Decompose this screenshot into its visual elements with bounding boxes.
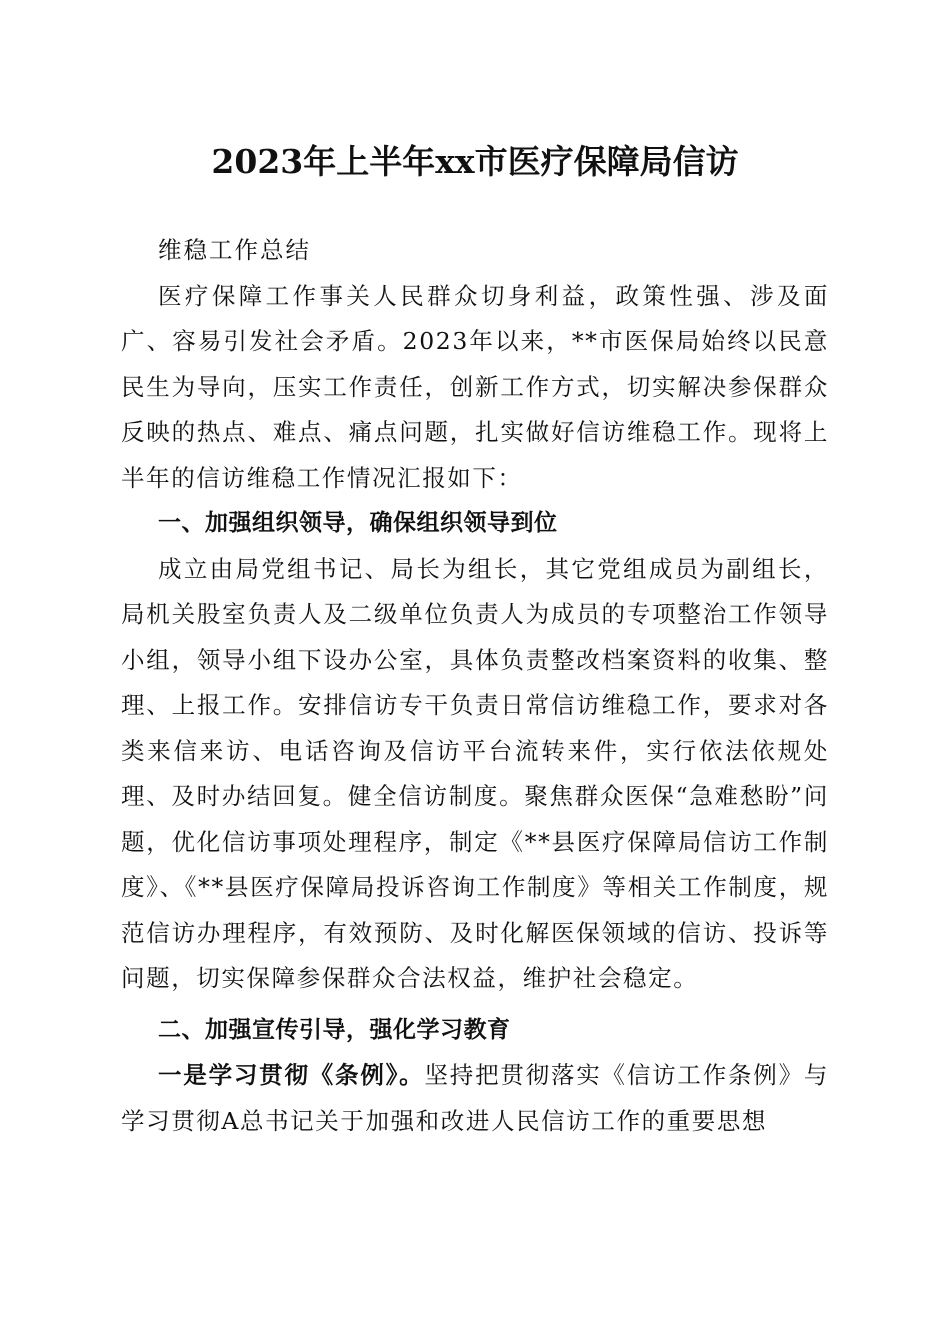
section-1-paragraph: 成立由局党组书记、局长为组长，其它党组成员为副组长，局机关股室负责人及二级单位负责人为成员的专项整治工作领导小组，领导小组下设办公室，具体负责整改档案资料的收集、整理、上报工作。安排信访专干负责日常信访维稳工作，要求对各类来信来访、电话咨询及信访平台流转来件，实行依法依规处理、及时办结回复。健全信访制度。聚焦群众医保“急难愁盼”问题，优化信访事项处理程序，制定《**县医疗保障局信访工作制度》、《**县医疗保障局投诉咨询工作制度》等相关工作制度，规范信访办理程序，有效预防、及时化解医保领域的信访、投诉等问题，切实保障参保群众合法权益，维护社会稳定。 (121, 554, 829, 992)
section-2-heading: 二、加强宣传引导，强化学习教育 (158, 1016, 511, 1043)
section-1-heading: 一、加强组织领导，确保组织领导到位 (158, 510, 558, 536)
intro-paragraph: 医疗保障工作事关人民群众切身利益，政策性强、涉及面广、容易引发社会矛盾。2023年以来，**市医保局始终以民意民生为导向，压实工作责任，创新工作方式，切实解决参保群众反映的热点、难点、痛点问题，扎实做好信访维稳工作。现将上半年的信访维稳工作情况汇报如下： (121, 281, 829, 492)
section-2-paragraph (121, 1053, 829, 1144)
section-2-lead: 一是学习贯彻《条例》。 (158, 1061, 425, 1089)
document-body (121, 228, 829, 1144)
document-title: 2023年上半年xx市医疗保障局信访 (211, 142, 739, 181)
section-2-text: 坚持把贯彻落实《信访工作条例》与学习贯彻A总书记关于加强和改进人民信访工作的重要思想 (121, 1061, 829, 1135)
document-subtitle: 维稳工作总结 (158, 236, 311, 264)
